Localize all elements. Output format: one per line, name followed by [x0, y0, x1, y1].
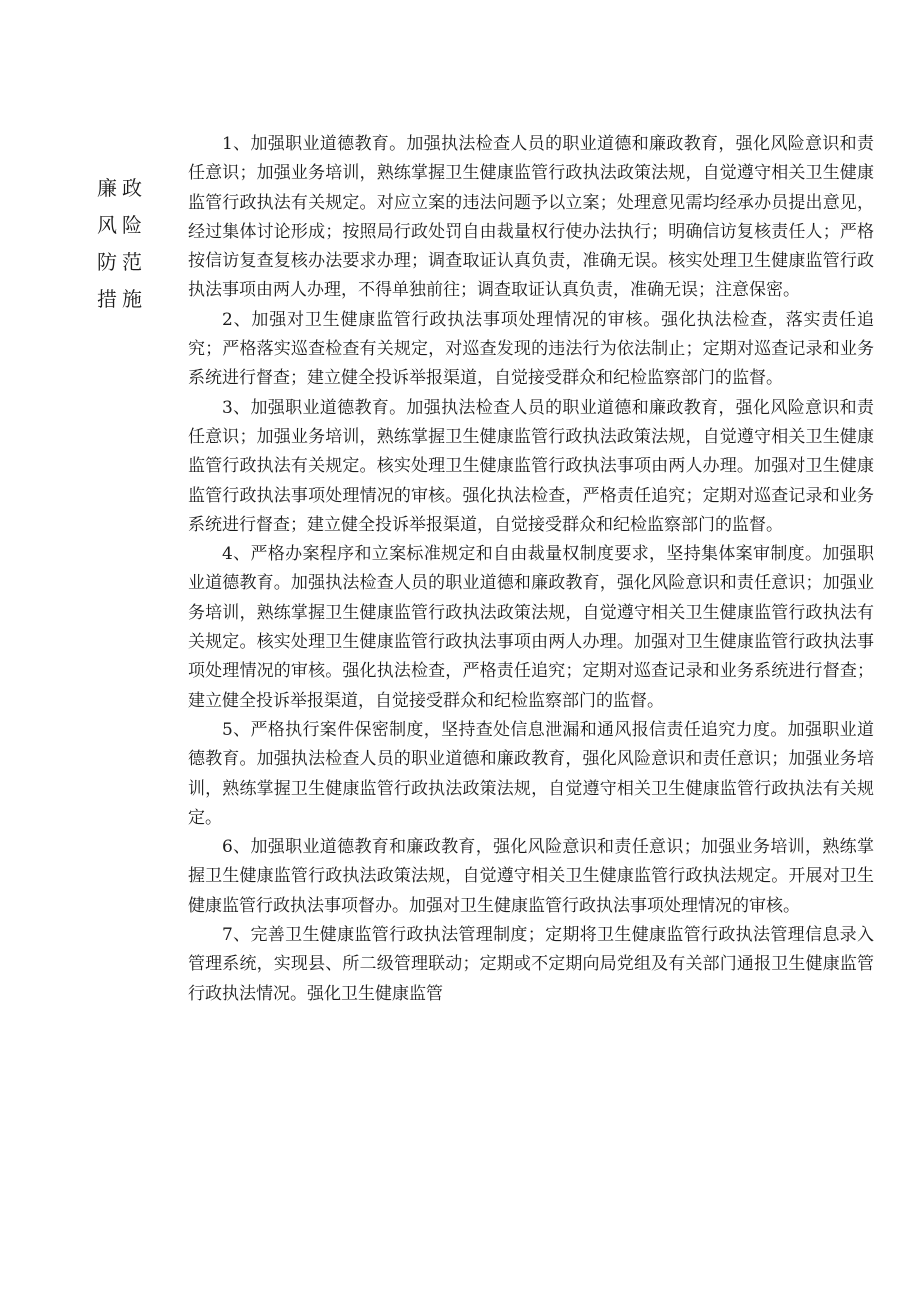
measure-paragraph-4: 4、严格办案程序和立案标准规定和自由裁量权制度要求，坚持集体案审制度。加强职业道德教育。加强执法检查人员的职业道德和廉政教育，强化风险意识和责任意识；加强业务培训，熟练掌握卫生健康监管行政执法政策法规，自觉遵守相关卫生健康监管行政执法有关规定。核实处理卫生健康监管行政执法事项由两人办理。加强对卫生健康监管行政执法事项处理情况的审核。强化执法检查，严格责任追究；定期对巡查记录和业务系统进行督查；建立健全投诉举报渠道，自觉接受群众和纪检监察部门的监督。	[188, 544, 874, 711]
measure-paragraph-1: 1、加强职业道德教育。加强执法检查人员的职业道德和廉政教育，强化风险意识和责任意识；加强业务培训，熟练掌握卫生健康监管行政执法政策法规，自觉遵守相关卫生健康监管行政执法有关规定。对应立案的违法问题予以立案；处理意见需均经承办员提出意见，经过集体讨论形成；按照局行政处罚自由裁量权行使办法执行；明确信访复核责任人；严格按信访复查复核办法要求办理；调查取证认真负责，准确无误。核实处理卫生健康监管行政执法事项由两人办理，不得单独前往；调查取证认真负责，准确无误；注意保密。	[188, 134, 874, 301]
side-label: 廉政风险防范措施	[97, 176, 147, 311]
measure-paragraph-7: 7、完善卫生健康监管行政执法管理制度；定期将卫生健康监管行政执法管理信息录入管理系统，实现县、所二级管理联动；定期或不定期向局党组及有关部门通报卫生健康监管行政执法情况。强化卫生健康监管	[188, 925, 874, 1004]
measures-content	[188, 130, 874, 1009]
measure-paragraph-3: 3、加强职业道德教育。加强执法检查人员的职业道德和廉政教育，强化风险意识和责任意识；加强业务培训，熟练掌握卫生健康监管行政执法政策法规，自觉遵守相关卫生健康监管行政执法有关规定。核实处理卫生健康监管行政执法事项由两人办理。加强对卫生健康监管行政执法事项处理情况的审核。强化执法检查，严格责任追究；定期对巡查记录和业务系统进行督查；建立健全投诉举报渠道，自觉接受群众和纪检监察部门的监督。	[188, 397, 874, 535]
measure-paragraph-2: 2、加强对卫生健康监管行政执法事项处理情况的审核。强化执法检查，落实责任追究；严格落实巡查检查有关规定，对巡查发现的违法行为依法制止；定期对巡查记录和业务系统进行督查；建立健全投诉举报渠道，自觉接受群众和纪检监察部门的监督。	[188, 309, 874, 389]
measure-paragraph-5: 5、严格执行案件保密制度，坚持查处信息泄漏和通风报信责任追究力度。加强职业道德教育。加强执法检查人员的职业道德和廉政教育，强化风险意识和责任意识；加强业务培训，熟练掌握卫生健康监管行政执法政策法规，自觉遵守相关卫生健康监管行政执法有关规定。	[188, 719, 874, 828]
measure-paragraph-6: 6、加强职业道德教育和廉政教育，强化风险意识和责任意识；加强业务培训，熟练掌握卫生健康监管行政执法政策法规，自觉遵守相关卫生健康监管行政执法规定。开展对卫生健康监管行政执法事项督办。加强对卫生健康监管行政执法事项处理情况的审核。	[188, 837, 874, 916]
